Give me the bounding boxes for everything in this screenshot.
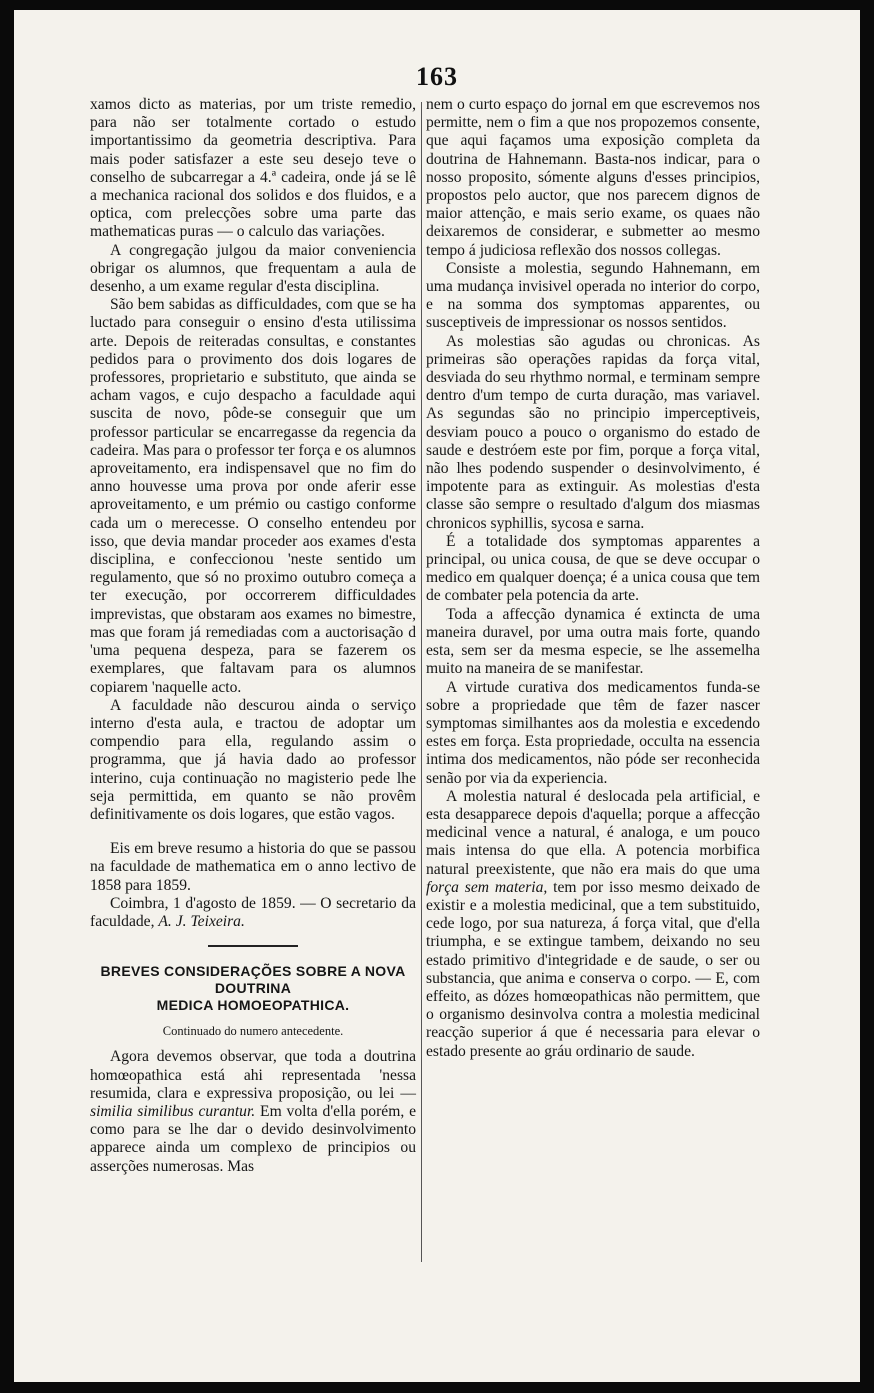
- section-title: [90, 963, 416, 1014]
- secretary-signature: A. J. Teixeira.: [158, 912, 245, 930]
- latin-maxim: similia similibus curantur.: [90, 1102, 256, 1120]
- section-title-line-1: BREVES CONSIDERAÇÕES SOBRE A NOVA DOUTRINA: [100, 963, 406, 997]
- right-paragraph-2: Consiste a molestia, segundo Hahnemann, em uma mudança invisivel operada no interior do corpo, e na somma dos symptomas apparentes, ou susceptiveis de impressionar os nossos sentidos.: [426, 259, 760, 332]
- right-paragraph-3: As molestias são agudas ou chronicas. As primeiras são operações rapidas da força vital, desviada do seu rhythmo normal, e terminam sempre dentro d'um tempo de curta duração, mas variavel. As segundas são no principio imperceptiveis, desviam pouco a pouco o organismo do estado de saude e destróem este por fim, porque a força vital, não lhes podendo suspender o desinvolvimento, é impotente para as extinguir. As molestias d'esta classe são sempre o resultado d'algum dos miasmas chronicos syphillis, sycosa e sarna.: [426, 332, 760, 532]
- right-paragraph-1: nem o curto espaço do jornal em que escrevemos nos permitte, nem o fim a que nos propozemos consente, que aqui façamos uma exposição completa da doutrina de Hahnemann. Basta-nos indicar, para o nosso proposito, sómente alguns d'esses principios, propostos pelo auctor, que nos parecem dignos de maior attenção, e mais serio exame, os quaes não deixaremos de considerar, e submetter ao mesmo tempo á judiciosa reflexão dos nossos collegas.: [426, 96, 760, 259]
- paragraph-7-text-a: Agora devemos observar, que toda a doutrina homœopathica está ahi representada 'nessa resumida, clara e expressiva proposição, ou lei —: [90, 1048, 416, 1102]
- section-title-line-2: MEDICA HOMOEOPATHICA.: [156, 997, 350, 1014]
- scanned-page: [14, 10, 860, 1382]
- right-paragraph-7: [426, 788, 760, 1061]
- left-paragraph-7: [90, 1048, 416, 1175]
- section-subtitle: Continuado do numero antecedente.: [162, 1024, 344, 1039]
- paragraph-7-text-b: Em volta d'ella porém, e como para se lhe dar o devido desinvolvimento apparece ainda um complexo de principios ou asserções numerosas. Mas: [90, 1102, 416, 1175]
- right-paragraph-5: Toda a affecção dynamica é extincta de uma maneira duravel, por uma outra mais forte, quando esta, sem ser da mesma especie, se lhe assemelha muito na maneira de se manifestar.: [426, 605, 760, 678]
- right-paragraph-4: É a totalidade dos symptomas apparentes a principal, ou unica cousa, de que se deve occupar o medico em qualquer doença; é a unica cousa que tem de combater pela potencia da arte.: [426, 532, 760, 605]
- left-paragraph-2: A congregação julgou da maior conveniencia obrigar os alumnos, que frequentam a aula de desenho, a um exame regular d'esta disciplina.: [90, 241, 416, 296]
- left-column: [90, 96, 416, 1176]
- column-divider: [421, 102, 422, 1262]
- left-paragraph-3: São bem sabidas as difficuldades, com que se ha luctado para conseguir o ensino d'esta utilissima arte. Depois de reiteradas consultas, e constantes pedidos para o provimento dos dois logares de professores, proprietario e substituto, que ainda se acham vagos, e cujo despacho a faculdade aqui suscita de novo, pôde-se conseguir que um professor particular se encarregasse da regencia da cadeira. Mas para o professor ter força e os alumnos aproveitamento, era indispensavel que no fim do anno houvesse uma prova por onde aferir esse aproveitamento, e um prémio ou castigo conforme cada um o merecesse. O conselho entendeu por isso, que devia mandar proceder aos exames d'esta disciplina, e confeccionou 'neste sentido um regulamento, que só no proximo outubro começa a ter execução, por occorrerem difficuldades imprevistas, que obstaram aos exames no bimestre, mas que foram já remediadas com a auctorisação d 'uma pequena despeza, para se fazerem os exemplares, que faltavam para os alumnos copiarem 'naquelle acto.: [90, 296, 416, 696]
- right-emphasis: força sem materia,: [426, 878, 548, 896]
- right-column: [426, 96, 760, 1061]
- left-paragraph-5: Eis em breve resumo a historia do que se passou na faculdade de mathematica em o anno lectivo de 1858 para 1859.: [90, 840, 416, 894]
- section-rule: [208, 945, 298, 947]
- dateline-text: Coimbra, 1 d'agosto de 1859. — O secretario da faculdade,: [90, 894, 416, 930]
- left-paragraph-1: xamos dicto as materias, por um triste remedio, para não ser totalmente cortado o estudo importantissimo da geometria descriptiva. Para mais poder satisfazer a este seu desejo teve o conselho de subcarregar a 4.ª cadeira, onde já se lê a mechanica racional dos solidos e dos fluidos, e a optica, com prelecções sobre uma parte das mathematicas puras — o calculo das variações.: [90, 96, 416, 241]
- right-paragraph-7-text-b: tem por isso mesmo deixado de existir e a molestia medicinal, que a tem substituido, cede logo, por sua natureza, á força vital, que d'ella triumpha, e se extingue tambem, deixando no seu estado primitivo d'integridade e de saude, o ser ou substancia, que anima e conserva o corpo. — E, com effeito, as dózes homœopathicas não permittem, que o organismo desinvolva contra a molestia medicinal reacção superior á que é necessaria para elevar o estado presente ao gráu ordinario de saude.: [426, 878, 761, 1060]
- page-number: 163: [416, 62, 458, 91]
- right-paragraph-6: A virtude curativa dos medicamentos funda-se sobre a propriedade que têm de fazer nascer symptomas similhantes aos da molestia e excedendo estes em força. Esta propriedade, occulta na essencia intima dos medicamentos, não póde ser reconhecida senão por via da experiencia.: [426, 678, 760, 787]
- left-paragraph-4: A faculdade não descurou ainda o serviço interno d'esta aula, e tractou de adoptar um compendio para ella, regulando assim o programma, que já havia dado ao professor interino, cuja continuação no magisterio pede lhe seja permittida, em quanto se não provêm definitivamente os dois logares, que estão vagos.: [90, 696, 416, 823]
- left-paragraph-6: [90, 895, 416, 931]
- right-paragraph-7-text-a: A molestia natural é deslocada pela artificial, e esta desapparece depois d'aquella; porque a affecção medicinal vence a natural, é analoga, e um pouco mais intensa do que ella. A potencia morbifica natural preexistente, que não era mais do que uma: [426, 787, 760, 878]
